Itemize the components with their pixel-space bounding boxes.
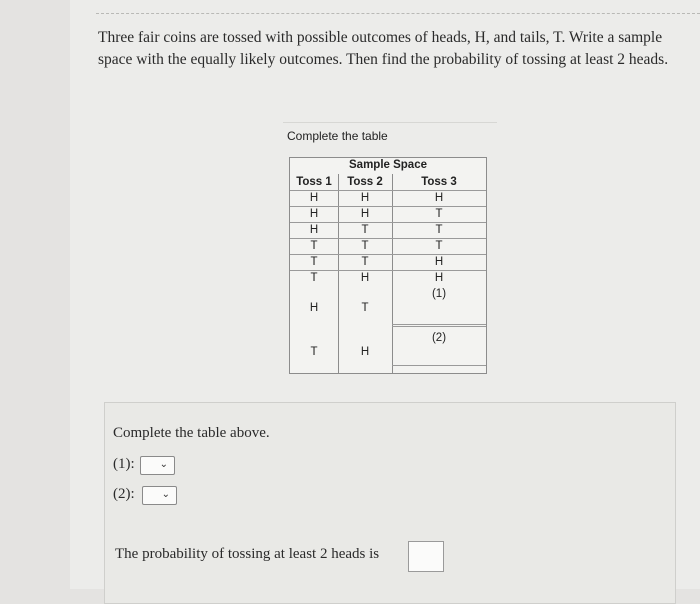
table-cell: T bbox=[310, 272, 318, 284]
blank-1-label: (1): bbox=[113, 456, 135, 472]
column-header-toss1: Toss 1 bbox=[296, 176, 332, 188]
table-cell: T bbox=[310, 256, 318, 268]
table-cell: T bbox=[361, 224, 369, 236]
sample-space-table bbox=[289, 157, 487, 374]
table-cell: T bbox=[361, 256, 369, 268]
divider bbox=[96, 13, 700, 14]
table-cell: H bbox=[360, 272, 370, 284]
table-cell: H bbox=[309, 224, 319, 236]
table-cell: H bbox=[309, 302, 319, 314]
blank-1-dropdown[interactable] bbox=[140, 456, 175, 475]
table-cell: T bbox=[435, 240, 443, 252]
table-instruction: Complete the table bbox=[287, 129, 388, 143]
table-cell: H bbox=[434, 192, 444, 204]
blank-2-label: (2): bbox=[113, 486, 135, 502]
blank-marker-2: (2) bbox=[431, 332, 447, 344]
chevron-down-icon: ⌄ bbox=[161, 489, 170, 500]
column-header-toss2: Toss 2 bbox=[347, 176, 383, 188]
table-cell: T bbox=[361, 240, 369, 252]
table-cell: T bbox=[435, 208, 443, 220]
blank-marker-1: (1) bbox=[431, 288, 447, 300]
table-cell: H bbox=[309, 192, 319, 204]
table-cell: T bbox=[310, 240, 318, 252]
probability-input[interactable] bbox=[408, 541, 444, 572]
answer-instruction: Complete the table above. bbox=[113, 425, 270, 441]
table-cell: H bbox=[434, 272, 444, 284]
row-divider bbox=[392, 326, 486, 327]
chevron-down-icon: ⌄ bbox=[159, 459, 168, 470]
table-cell: T bbox=[361, 302, 369, 314]
table-cell: H bbox=[309, 208, 319, 220]
table-cell: H bbox=[434, 256, 444, 268]
row-divider bbox=[392, 324, 486, 325]
table-cell: H bbox=[360, 208, 370, 220]
blank-2-dropdown[interactable] bbox=[142, 486, 177, 505]
divider bbox=[283, 122, 497, 123]
question-text: Three fair coins are tossed with possible outcomes of heads, H, and tails, T. Write a sample space with the equally likely outcomes. Then find the probability of tossing at least 2 heads. bbox=[98, 29, 669, 68]
table-cell: H bbox=[360, 346, 370, 358]
column-header-toss3: Toss 3 bbox=[421, 176, 457, 188]
table-cell: T bbox=[435, 224, 443, 236]
row-divider bbox=[392, 365, 486, 366]
probability-label: The probability of tossing at least 2 heads is bbox=[115, 546, 380, 562]
table-title: Sample Space bbox=[349, 159, 427, 171]
table-cell: H bbox=[360, 192, 370, 204]
table-cell: T bbox=[310, 346, 318, 358]
